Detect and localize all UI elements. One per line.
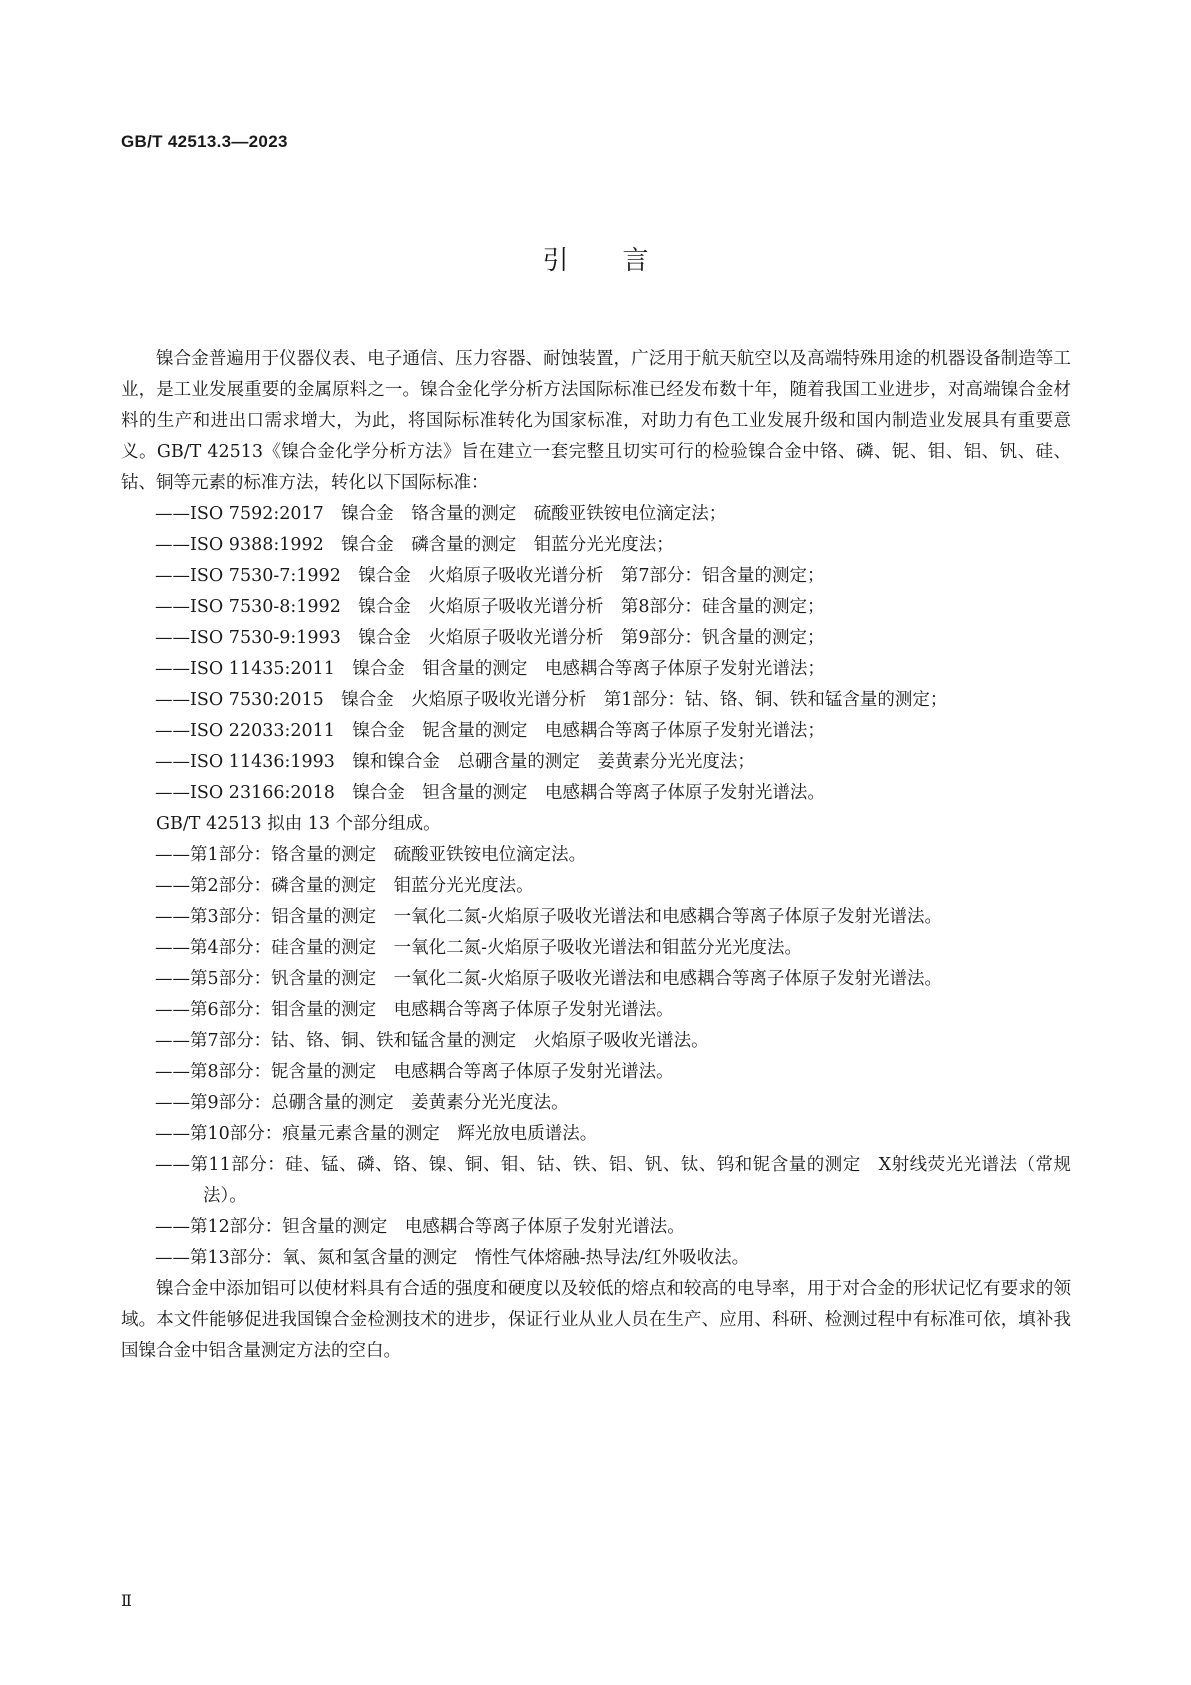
list-item: ——ISO 7592:2017 镍合金 铬含量的测定 硫酸亚铁铵电位滴定法；: [155, 504, 727, 524]
list-item: ——第1部分：铬含量的测定 硫酸亚铁铵电位滴定法。: [155, 845, 587, 865]
list-item: ——第10部分：痕量元素含量的测定 辉光放电质谱法。: [155, 1124, 598, 1144]
list-item: ——第3部分：铝含量的测定 一氧化二氮-火焰原子吸收光谱法和电感耦合等离子体原子发射光谱法。: [155, 907, 943, 927]
list-item: ——ISO 22033:2011 镍合金 铌含量的测定 电感耦合等离子体原子发射光谱法；: [155, 721, 825, 741]
list-item: ——第12部分：钽含量的测定 电感耦合等离子体原子发射光谱法。: [155, 1217, 685, 1237]
standard-number: GB/T 42513.3—2023: [121, 132, 288, 151]
list-item: ——第7部分：钴、铬、铜、铁和锰含量的测定 火焰原子吸收光谱法。: [155, 1031, 709, 1051]
list-item: ——ISO 7530:2015 镍合金 火焰原子吸收光谱分析 第1部分：钴、铬、铜、铁和锰含量的测定；: [155, 690, 948, 710]
closing-paragraph: 镍合金中添加铝可以使材料具有合适的强度和硬度以及较低的熔点和较高的电导率，用于对合金的形状记忆有要求的领域。本文件能够促进我国镍合金检测技术的进步，保证行业从业人员在生产、应用、科研、检测过程中有标准可依，填补我国镍合金中铝含量测定方法的空白。: [121, 1279, 1071, 1361]
parts-list: [121, 840, 1071, 1274]
list-item: ——第8部分：铌含量的测定 电感耦合等离子体原子发射光谱法。: [155, 1062, 674, 1082]
list-item: ——ISO 23166:2018 镍合金 钽含量的测定 电感耦合等离子体原子发射光谱法。: [155, 783, 825, 803]
list-item: ——ISO 7530-9:1993 镍合金 火焰原子吸收光谱分析 第9部分：钒含量的测定；: [155, 628, 825, 648]
list-item: ——第13部分：氧、氮和氢含量的测定 惰性气体熔融-热导法/红外吸收法。: [155, 1248, 750, 1268]
list-item: ——第9部分：总硼含量的测定 姜黄素分光光度法。: [155, 1093, 569, 1113]
document-body: [121, 344, 1071, 1367]
list-item: ——ISO 9388:1992 镍合金 磷含量的测定 钼蓝分光光度法；: [155, 535, 674, 555]
iso-standards-list: [121, 499, 1071, 809]
list-item: ——ISO 11436:1993 镍和镍合金 总硼含量的测定 姜黄素分光光度法；: [155, 752, 755, 772]
list-item: ——第5部分：钒含量的测定 一氧化二氮-火焰原子吸收光谱法和电感耦合等离子体原子发射光谱法。: [155, 969, 943, 989]
list-item: ——ISO 7530-8:1992 镍合金 火焰原子吸收光谱分析 第8部分：硅含量的测定；: [155, 597, 825, 617]
list-item: ——第11部分：硅、锰、磷、铬、镍、铜、钼、钴、铁、铝、钒、钛、钨和铌含量的测定 X射线荧光光谱法（常规法）。: [155, 1155, 1071, 1206]
parts-intro: GB/T 42513 拟由 13 个部分组成。: [156, 814, 441, 834]
list-item: ——ISO 7530-7:1992 镍合金 火焰原子吸收光谱分析 第7部分：铝含量的测定；: [155, 566, 825, 586]
page-number: Ⅱ: [121, 1591, 132, 1610]
intro-paragraph: 镍合金普遍用于仪器仪表、电子通信、压力容器、耐蚀装置，广泛用于航天航空以及高端特殊用途的机器设备制造等工业，是工业发展重要的金属原料之一。镍合金化学分析方法国际标准已经发布数十年，随着我国工业进步，对高端镍合金材料的生产和进出口需求增大，为此，将国际标准转化为国家标准，对助力有色工业发展升级和国内制造业发展具有重要意义。GB/T 42513《镍合金化学分析方法》旨在建立一套完整且切实可行的检验镍合金中铬、磷、铌、钼、铝、钒、硅、钴、铜等元素的标准方法，转化以下国际标准：: [121, 349, 1071, 493]
list-item: ——ISO 11435:2011 镍合金 钼含量的测定 电感耦合等离子体原子发射光谱法；: [155, 659, 825, 679]
list-item: ——第6部分：钼含量的测定 电感耦合等离子体原子发射光谱法。: [155, 1000, 674, 1020]
page-title: 引言: [542, 246, 703, 276]
list-item: ——第4部分：硅含量的测定 一氧化二氮-火焰原子吸收光谱法和钼蓝分光光度法。: [155, 938, 803, 958]
list-item: ——第2部分：磷含量的测定 钼蓝分光光度法。: [155, 876, 534, 896]
